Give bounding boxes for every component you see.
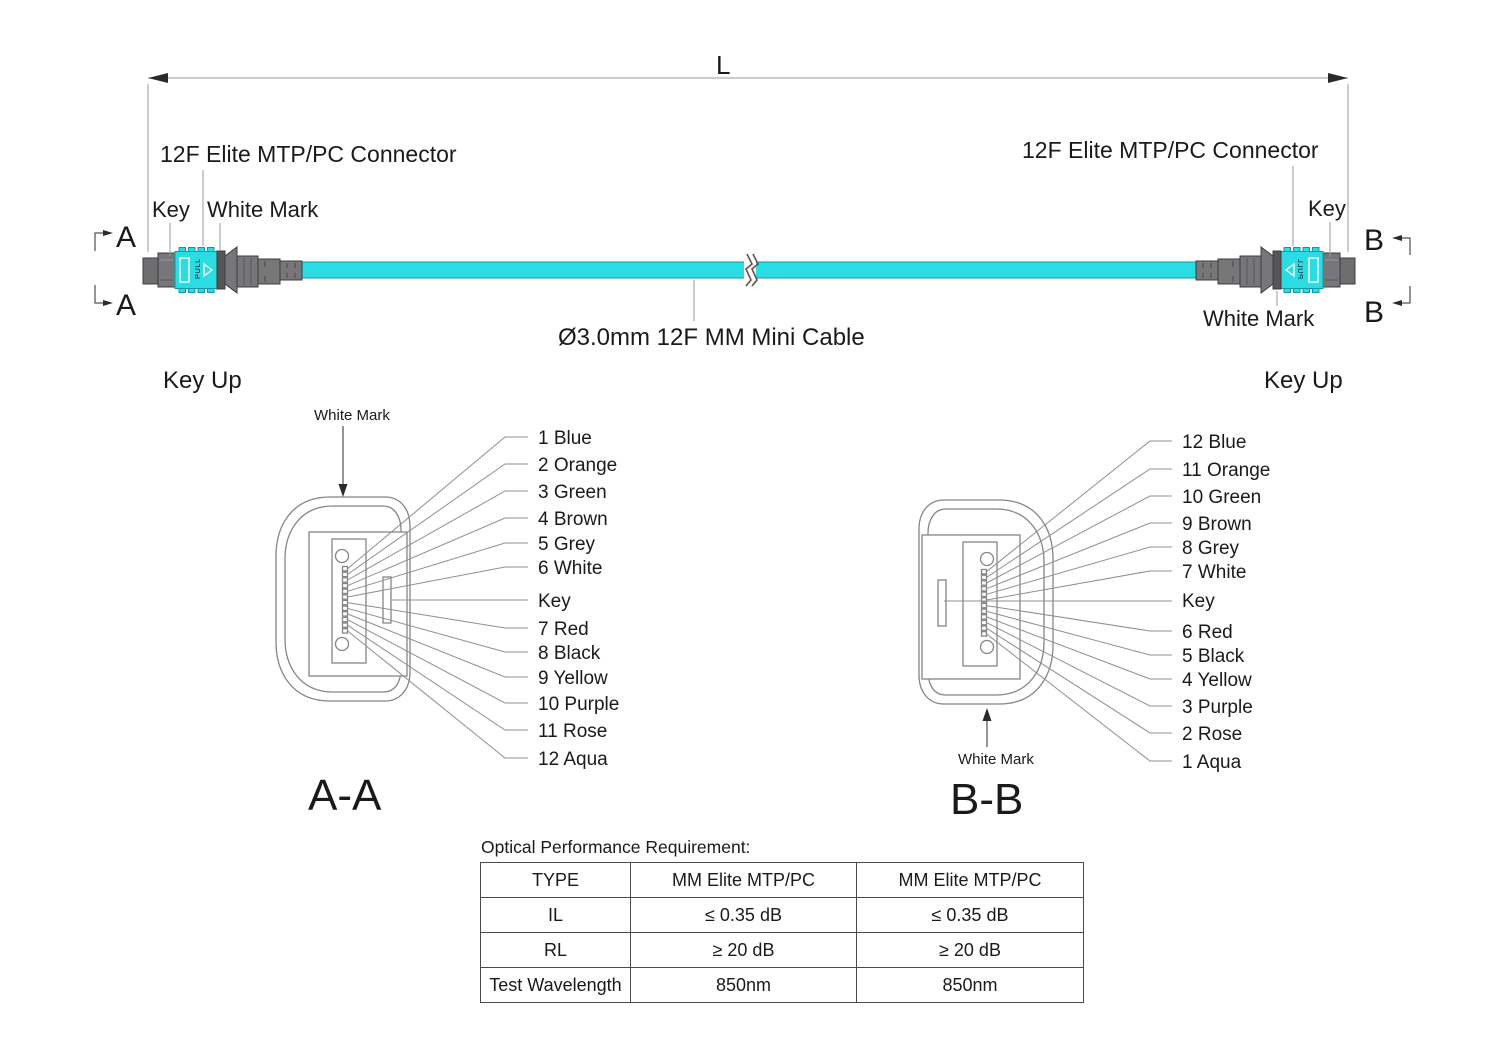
pull-housing bbox=[175, 248, 217, 293]
right-white-mark-label: White Mark bbox=[1203, 306, 1315, 331]
left-white-mark-label: White Mark bbox=[207, 197, 319, 222]
connector-face bbox=[276, 497, 410, 701]
aa-white-mark-callout bbox=[314, 407, 390, 497]
boot-1 bbox=[237, 256, 258, 287]
aa-labels bbox=[538, 428, 619, 770]
up-arrow-icon bbox=[983, 708, 992, 721]
left-connector-label: 12F Elite MTP/PC Connector bbox=[160, 141, 457, 167]
dimension-label: L bbox=[716, 50, 731, 80]
fiber-label: 1 Aqua bbox=[1182, 752, 1242, 773]
table-row bbox=[481, 863, 1084, 898]
connector-body bbox=[158, 253, 175, 287]
boot-2 bbox=[258, 259, 280, 284]
table-cell: RL bbox=[481, 933, 631, 968]
fiber-label: Key bbox=[1182, 591, 1215, 612]
fiber-label: 7 Red bbox=[538, 619, 589, 640]
right-connector bbox=[1196, 247, 1355, 293]
fiber-label: 5 Black bbox=[1182, 646, 1245, 667]
table-cell: ≤ 0.35 dB bbox=[631, 898, 857, 933]
section-a-top: A bbox=[116, 221, 137, 254]
connector-face-bb bbox=[919, 500, 1053, 704]
table-cell: MM Elite MTP/PC bbox=[631, 863, 857, 898]
fiber-array bbox=[343, 567, 348, 634]
table-cell: ≥ 20 dB bbox=[857, 933, 1084, 968]
fiber-label: 3 Green bbox=[538, 482, 607, 503]
pull-text: PULL bbox=[193, 258, 202, 279]
fiber-label: 5 Grey bbox=[538, 534, 596, 555]
right-key-label: Key bbox=[1308, 196, 1346, 221]
right-key-up-label: Key Up bbox=[1264, 367, 1343, 394]
fiber-label: 2 Orange bbox=[538, 455, 618, 476]
section-a-bottom: A bbox=[116, 289, 137, 322]
table-cell: 850nm bbox=[857, 968, 1084, 1003]
bb-white-mark-callout bbox=[958, 708, 1034, 768]
table-cell: TYPE bbox=[481, 863, 631, 898]
cable-label: Ø3.0mm 12F MM Mini Cable bbox=[558, 324, 865, 351]
table-title: Optical Performance Requirement: bbox=[481, 837, 751, 857]
fiber-label: 3 Purple bbox=[1182, 697, 1253, 718]
fiber-label: 7 White bbox=[1182, 562, 1247, 583]
fiber-label: 8 Grey bbox=[1182, 538, 1240, 559]
dim-arrow-right bbox=[1328, 73, 1348, 83]
table-cell: ≤ 0.35 dB bbox=[857, 898, 1084, 933]
fiber-label: 11 Orange bbox=[1182, 460, 1271, 481]
left-key-label: Key bbox=[152, 197, 190, 222]
table-cell: IL bbox=[481, 898, 631, 933]
down-arrow-icon bbox=[339, 484, 348, 497]
fiber-label: 1 Blue bbox=[538, 428, 592, 449]
dim-arrow-left bbox=[148, 73, 168, 83]
aa-white-mark-label: White Mark bbox=[314, 407, 390, 424]
aa-title: A-A bbox=[308, 771, 382, 820]
section-b-top: B bbox=[1364, 224, 1385, 257]
cable bbox=[302, 254, 1196, 286]
fiber-label: 11 Rose bbox=[538, 721, 608, 742]
bb-title: B-B bbox=[950, 775, 1024, 824]
bb-labels bbox=[1182, 432, 1270, 773]
bb-fanout bbox=[944, 441, 1172, 761]
key-nub bbox=[383, 577, 391, 623]
table-cell: 850nm bbox=[631, 968, 857, 1003]
table-row bbox=[481, 933, 1084, 968]
white-mark-band bbox=[217, 251, 225, 289]
fiber-label: 4 Yellow bbox=[1182, 670, 1252, 691]
cable-callout bbox=[558, 280, 865, 351]
fiber-label: 4 Brown bbox=[538, 509, 608, 530]
fiber-label: 9 Brown bbox=[1182, 514, 1252, 535]
flare bbox=[225, 247, 237, 293]
section-b-bottom: B bbox=[1364, 296, 1385, 329]
section-arrow-icon bbox=[1392, 300, 1402, 306]
guide-pin-hole bbox=[336, 638, 349, 651]
left-connector bbox=[143, 247, 302, 293]
table-row bbox=[481, 968, 1084, 1003]
section-arrow-icon bbox=[1392, 235, 1402, 241]
fiber-label: 8 Black bbox=[538, 643, 601, 664]
fiber-label: 6 White bbox=[538, 558, 603, 579]
guide-pin-hole bbox=[336, 550, 349, 563]
table-cell: ≥ 20 dB bbox=[631, 933, 857, 968]
ferrule-tip bbox=[143, 258, 158, 284]
boot-3 bbox=[280, 261, 302, 280]
table-cell: Test Wavelength bbox=[481, 968, 631, 1003]
right-connector-label: 12F Elite MTP/PC Connector bbox=[1022, 137, 1319, 163]
fiber-label: 12 Blue bbox=[1182, 432, 1247, 453]
fiber-label: 10 Green bbox=[1182, 487, 1262, 508]
fiber-label: 6 Red bbox=[1182, 622, 1233, 643]
fiber-label: 10 Purple bbox=[538, 694, 620, 715]
bb-white-mark-label: White Mark bbox=[958, 751, 1034, 768]
left-key-up-label: Key Up bbox=[163, 367, 242, 394]
table-cell: MM Elite MTP/PC bbox=[857, 863, 1084, 898]
fiber-label: 9 Yellow bbox=[538, 668, 608, 689]
table-row bbox=[481, 898, 1084, 933]
fiber-label: 12 Aqua bbox=[538, 749, 608, 770]
fiber-label: Key bbox=[538, 591, 571, 612]
section-arrow-icon bbox=[103, 300, 113, 306]
fiber-label: 2 Rose bbox=[1182, 724, 1243, 745]
section-arrow-icon bbox=[103, 230, 113, 236]
optical-performance-table bbox=[480, 862, 1084, 1003]
